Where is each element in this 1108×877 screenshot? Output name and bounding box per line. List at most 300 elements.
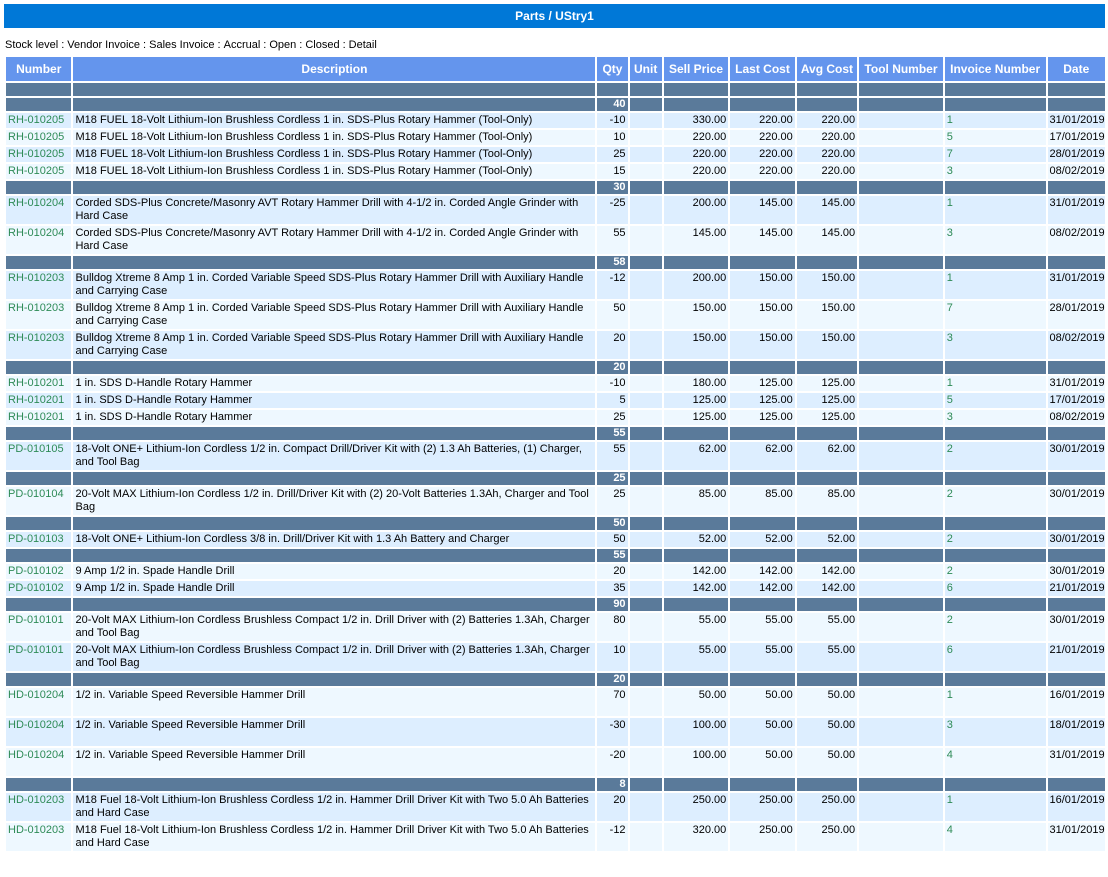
part-number-link[interactable]: RH-010203 (8, 272, 65, 284)
date-cell: 21/01/2019 (1048, 643, 1105, 671)
qty-cell: 50 (597, 532, 627, 547)
subtotal-cell (630, 427, 662, 440)
subtotal-cell (1048, 256, 1105, 269)
nav-vendor-invoice[interactable]: Vendor Invoice (67, 39, 141, 51)
column-header-number[interactable]: Number (6, 57, 71, 81)
nav-open[interactable]: Open (269, 39, 297, 51)
subtotal-cell (73, 361, 595, 374)
invoice-number-cell (945, 271, 1046, 299)
part-number-link[interactable]: HD-010204 (8, 689, 65, 701)
last-cost-cell: 250.00 (730, 823, 794, 851)
subtotal-cell (6, 83, 71, 96)
last-cost-cell: 55.00 (730, 613, 794, 641)
qty-cell: -20 (597, 748, 627, 776)
tool-number-cell (859, 301, 943, 329)
description-cell: Bulldog Xtreme 8 Amp 1 in. Corded Variable Speed SDS-Plus Rotary Hammer Drill with Auxiliary Handle and Carrying Case (73, 331, 595, 359)
subtotal-cell (6, 549, 71, 562)
invoice-number-link[interactable]: 6 (946, 644, 953, 656)
date-cell: 17/01/2019 (1049, 131, 1105, 143)
last-cost-cell: 145.00 (730, 226, 794, 254)
date-cell: 08/02/2019 (1049, 165, 1105, 177)
description-cell: Corded SDS-Plus Concrete/Masonry AVT Rotary Hammer Drill with 4-1/2 in. Corded Angle Grinder with Hard Case (73, 226, 595, 254)
subtotal-cell (664, 472, 728, 485)
column-header-avg-cost[interactable]: Avg Cost (797, 57, 857, 81)
subtotal-cell (1048, 98, 1105, 111)
part-number-cell (6, 331, 71, 359)
qty-cell: 15 (597, 164, 627, 179)
part-number-link[interactable]: RH-010203 (8, 302, 65, 314)
avg-cost-cell: 55.00 (797, 613, 857, 641)
table-row (6, 581, 1105, 596)
date-cell: 30/01/2019 (1049, 565, 1105, 577)
last-cost-cell: 62.00 (730, 442, 794, 470)
column-header-last-cost[interactable]: Last Cost (730, 57, 794, 81)
part-number-link[interactable]: RH-010205 (8, 114, 65, 126)
invoice-number-cell (945, 748, 1046, 776)
subtotal-cell (664, 673, 728, 686)
subtotal-cell (630, 598, 662, 611)
tool-number-cell (859, 196, 943, 224)
column-header-date[interactable]: Date (1048, 57, 1105, 81)
subtotal-cell (797, 673, 857, 686)
unit-cell (630, 564, 662, 579)
subtotal-cell (73, 549, 595, 562)
qty-cell: 10 (597, 130, 627, 145)
table-row (6, 410, 1105, 425)
unit-cell (630, 487, 662, 515)
description-cell: 20-Volt MAX Lithium-Ion Cordless Brushless Compact 1/2 in. Drill Driver with (2) Batteries 1.3Ah, Charger and Tool Bag (73, 613, 595, 641)
subtotal-cell (797, 98, 857, 111)
subtotal-cell (73, 517, 595, 530)
column-header-unit[interactable]: Unit (630, 57, 662, 81)
sell-price-cell: 142.00 (664, 581, 728, 596)
description-cell: M18 FUEL 18-Volt Lithium-Ion Brushless Cordless 1 in. SDS-Plus Rotary Hammer (Tool-Only) (73, 113, 595, 128)
subtotal-cell (797, 427, 857, 440)
invoice-number-cell (945, 793, 1046, 821)
description-cell: 18-Volt ONE+ Lithium-Ion Cordless 3/8 in. Drill/Driver Kit with 1.3 Ah Battery and Charger (73, 532, 595, 547)
page-title: Parts / UStry1 (4, 4, 1105, 28)
nav-detail[interactable]: Detail (348, 39, 377, 51)
avg-cost-cell: 62.00 (797, 442, 857, 470)
sell-price-cell: 200.00 (664, 196, 728, 224)
subtotal-cell (797, 778, 857, 791)
qty-cell: 25 (597, 147, 627, 162)
subtotal-cell (6, 598, 71, 611)
table-row (6, 376, 1105, 391)
sell-price-cell: 320.00 (664, 823, 728, 851)
date-cell: 21/01/2019 (1049, 582, 1105, 594)
invoice-number-cell (945, 301, 1046, 329)
invoice-number-link[interactable]: 2 (946, 614, 953, 626)
part-number-cell (6, 718, 71, 746)
part-number-link[interactable]: RH-010205 (8, 148, 65, 160)
table-row (6, 487, 1105, 515)
unit-cell (630, 113, 662, 128)
invoice-number-cell (945, 442, 1046, 470)
sell-price-cell: 200.00 (664, 271, 728, 299)
invoice-number-link[interactable]: 1 (946, 794, 953, 806)
date-cell: 30/01/2019 (1049, 533, 1105, 545)
qty-cell: 55 (597, 226, 627, 254)
part-number-link[interactable]: HD-010203 (8, 794, 65, 806)
nav-sales-invoice[interactable]: Sales Invoice (149, 39, 215, 51)
subtotal-cell (1048, 181, 1105, 194)
table-row (6, 271, 1105, 299)
part-number-cell (6, 532, 71, 547)
description-cell: M18 FUEL 18-Volt Lithium-Ion Brushless Cordless 1 in. SDS-Plus Rotary Hammer (Tool-Only) (73, 147, 595, 162)
subtotal-qty: 55 (597, 427, 627, 440)
invoice-number-link[interactable]: 2 (946, 443, 953, 455)
table-row (6, 613, 1105, 641)
description-cell: 18-Volt ONE+ Lithium-Ion Cordless 1/2 in. Compact Drill/Driver Kit with (2) 1.3 Ah Batteries, (1) Charger, and Tool Bag (73, 442, 595, 470)
subtotal-cell (6, 778, 71, 791)
nav-separator: : (299, 39, 303, 51)
subtotal-cell (797, 181, 857, 194)
subtotal-cell (664, 98, 728, 111)
tool-number-cell (859, 113, 943, 128)
part-number-link[interactable]: RH-010203 (8, 332, 65, 344)
part-number-link[interactable]: PD-010105 (8, 443, 64, 455)
subtotal-cell (797, 472, 857, 485)
parts-table (4, 55, 1107, 853)
tool-number-cell (859, 793, 943, 821)
invoice-number-link[interactable]: 3 (946, 165, 953, 177)
subtotal-qty: 30 (597, 181, 627, 194)
nav-separator: : (217, 39, 221, 51)
date-cell: 16/01/2019 (1048, 793, 1105, 821)
subtotal-cell (797, 549, 857, 562)
invoice-number-link[interactable]: 6 (946, 582, 953, 594)
avg-cost-cell: 55.00 (797, 643, 857, 671)
subtotal-qty: 8 (597, 778, 627, 791)
sell-price-cell: 85.00 (664, 487, 728, 515)
description-cell: 20-Volt MAX Lithium-Ion Cordless 1/2 in. Drill/Driver Kit with (2) 20-Volt Batteries 1.3Ah, Charger and Tool Bag (73, 487, 595, 515)
invoice-number-link[interactable]: 1 (946, 272, 953, 284)
subtotal-cell (859, 256, 943, 269)
part-number-link[interactable]: HD-010203 (8, 824, 65, 836)
qty-cell: 55 (597, 442, 627, 470)
avg-cost-cell: 150.00 (797, 331, 857, 359)
invoice-number-link[interactable]: 3 (946, 411, 953, 423)
part-number-link[interactable]: PD-010104 (8, 488, 64, 500)
nav-accrual[interactable]: Accrual (223, 39, 261, 51)
tool-number-cell (859, 226, 943, 254)
date-cell: 31/01/2019 (1049, 114, 1105, 126)
description-cell: 1/2 in. Variable Speed Reversible Hammer Drill (73, 688, 595, 716)
subtotal-cell (730, 427, 794, 440)
report-nav (5, 38, 377, 52)
qty-cell: -10 (597, 376, 627, 391)
part-number-link[interactable]: PD-010101 (8, 644, 64, 656)
column-header-qty[interactable]: Qty (597, 57, 627, 81)
tool-number-cell (859, 487, 943, 515)
qty-cell: 20 (597, 331, 627, 359)
tool-number-cell (859, 164, 943, 179)
date-cell: 28/01/2019 (1048, 301, 1105, 329)
table-row (6, 793, 1105, 821)
part-number-link[interactable]: RH-010201 (8, 377, 65, 389)
date-cell: 17/01/2019 (1049, 394, 1105, 406)
subtotal-cell (730, 98, 794, 111)
avg-cost-cell: 125.00 (797, 376, 857, 391)
nav-closed[interactable]: Closed (305, 39, 340, 51)
part-number-link[interactable]: HD-010204 (8, 719, 65, 731)
subtotal-cell (859, 98, 943, 111)
part-number-link[interactable]: HD-010204 (8, 749, 65, 761)
subtotal-cell (630, 181, 662, 194)
invoice-number-link[interactable]: 5 (946, 131, 953, 143)
subtotal-cell (73, 598, 595, 611)
subtotal-row (6, 549, 1105, 562)
invoice-number-link[interactable]: 1 (946, 689, 953, 701)
subtotal-cell (859, 517, 943, 530)
invoice-number-cell (945, 613, 1046, 641)
nav-separator: : (342, 39, 346, 51)
avg-cost-cell: 220.00 (797, 147, 857, 162)
subtotal-row (6, 181, 1105, 194)
invoice-number-link[interactable]: 2 (946, 533, 953, 545)
subtotal-cell (630, 361, 662, 374)
description-cell: Bulldog Xtreme 8 Amp 1 in. Corded Variable Speed SDS-Plus Rotary Hammer Drill with Auxiliary Handle and Carrying Case (73, 271, 595, 299)
part-number-cell (6, 376, 71, 391)
invoice-number-link[interactable]: 2 (946, 565, 953, 577)
part-number-cell (6, 643, 71, 671)
date-cell: 30/01/2019 (1048, 442, 1105, 470)
invoice-number-link[interactable]: 1 (946, 114, 953, 126)
unit-cell (630, 688, 662, 716)
avg-cost-cell: 250.00 (797, 793, 857, 821)
part-number-cell (6, 393, 71, 408)
last-cost-cell: 142.00 (730, 564, 794, 579)
sell-price-cell: 330.00 (664, 113, 728, 128)
part-number-link[interactable]: PD-010101 (8, 614, 64, 626)
subtotal-cell (73, 673, 595, 686)
tool-number-cell (859, 748, 943, 776)
subtotal-cell (6, 98, 71, 111)
subtotal-cell (630, 549, 662, 562)
part-number-cell (6, 487, 71, 515)
invoice-number-cell (945, 823, 1046, 851)
subtotal-cell (945, 83, 1046, 96)
qty-cell: 20 (597, 564, 627, 579)
tool-number-cell (859, 271, 943, 299)
subtotal-qty: 25 (597, 472, 627, 485)
part-number-link[interactable]: RH-010201 (8, 394, 65, 406)
table-row (6, 564, 1105, 579)
subtotal-cell (664, 517, 728, 530)
description-cell: 1/2 in. Variable Speed Reversible Hammer Drill (73, 718, 595, 746)
invoice-number-link[interactable]: 5 (946, 394, 953, 406)
unit-cell (630, 748, 662, 776)
invoice-number-link[interactable]: 3 (946, 719, 953, 731)
table-row (6, 301, 1105, 329)
subtotal-qty: 20 (597, 673, 627, 686)
subtotal-cell (945, 427, 1046, 440)
subtotal-cell (73, 778, 595, 791)
part-number-cell (6, 688, 71, 716)
subtotal-cell (730, 673, 794, 686)
subtotal-cell (664, 181, 728, 194)
tool-number-cell (859, 393, 943, 408)
date-cell: 31/01/2019 (1049, 377, 1105, 389)
subtotal-cell (630, 256, 662, 269)
qty-cell: 70 (597, 688, 627, 716)
part-number-link[interactable]: RH-010204 (8, 227, 65, 239)
part-number-cell (6, 301, 71, 329)
invoice-number-cell (945, 532, 1046, 547)
last-cost-cell: 220.00 (730, 113, 794, 128)
nav-separator: : (263, 39, 267, 51)
date-cell: 08/02/2019 (1048, 331, 1105, 359)
unit-cell (630, 823, 662, 851)
invoice-number-link[interactable]: 2 (946, 488, 953, 500)
part-number-cell (6, 613, 71, 641)
part-number-cell (6, 271, 71, 299)
description-cell: M18 FUEL 18-Volt Lithium-Ion Brushless Cordless 1 in. SDS-Plus Rotary Hammer (Tool-Only) (73, 130, 595, 145)
part-number-link[interactable]: PD-010102 (8, 565, 64, 577)
unit-cell (630, 793, 662, 821)
unit-cell (630, 301, 662, 329)
subtotal-cell (1048, 778, 1105, 791)
subtotal-cell (73, 98, 595, 111)
avg-cost-cell: 125.00 (797, 393, 857, 408)
avg-cost-cell: 150.00 (797, 301, 857, 329)
column-header-sell-price[interactable]: Sell Price (664, 57, 728, 81)
invoice-number-cell (945, 226, 1046, 254)
invoice-number-link[interactable]: 1 (946, 377, 953, 389)
avg-cost-cell: 220.00 (797, 113, 857, 128)
invoice-number-link[interactable]: 7 (946, 148, 953, 160)
last-cost-cell: 125.00 (730, 410, 794, 425)
table-row (6, 442, 1105, 470)
subtotal-row (6, 517, 1105, 530)
subtotal-cell (6, 673, 71, 686)
unit-cell (630, 393, 662, 408)
invoice-number-cell (945, 581, 1046, 596)
part-number-link[interactable]: RH-010201 (8, 411, 65, 423)
date-cell: 28/01/2019 (1049, 148, 1105, 160)
avg-cost-cell: 50.00 (797, 748, 857, 776)
subtotal-cell (730, 598, 794, 611)
unit-cell (630, 376, 662, 391)
invoice-number-link[interactable]: 7 (946, 302, 953, 314)
unit-cell (630, 164, 662, 179)
tool-number-cell (859, 688, 943, 716)
subtotal-cell (6, 256, 71, 269)
subtotal-cell (945, 361, 1046, 374)
description-cell: Corded SDS-Plus Concrete/Masonry AVT Rotary Hammer Drill with 4-1/2 in. Corded Angle Grinder with Hard Case (73, 196, 595, 224)
subtotal-cell (664, 549, 728, 562)
part-number-cell (6, 823, 71, 851)
part-number-link[interactable]: PD-010102 (8, 582, 64, 594)
subtotal-cell (797, 361, 857, 374)
invoice-number-link[interactable]: 3 (946, 332, 953, 344)
sell-price-cell: 100.00 (664, 748, 728, 776)
last-cost-cell: 150.00 (730, 301, 794, 329)
unit-cell (630, 613, 662, 641)
qty-cell: 50 (597, 301, 627, 329)
unit-cell (630, 410, 662, 425)
column-header-tool-number[interactable]: Tool Number (859, 57, 943, 81)
column-header-invoice-number[interactable]: Invoice Number (945, 57, 1046, 81)
tool-number-cell (859, 718, 943, 746)
invoice-number-link[interactable]: 3 (946, 227, 953, 239)
subtotal-cell (730, 181, 794, 194)
last-cost-cell: 125.00 (730, 376, 794, 391)
avg-cost-cell: 145.00 (797, 196, 857, 224)
invoice-number-cell (945, 147, 1046, 162)
subtotal-cell (730, 361, 794, 374)
table-header-row (6, 57, 1105, 81)
invoice-number-cell (945, 410, 1046, 425)
table-row (6, 393, 1105, 408)
subtotal-cell (859, 778, 943, 791)
unit-cell (630, 532, 662, 547)
qty-cell: -12 (597, 271, 627, 299)
tool-number-cell (859, 147, 943, 162)
invoice-number-link[interactable]: 4 (946, 824, 953, 836)
subtotal-cell (730, 83, 794, 96)
nav-separator: : (143, 39, 147, 51)
description-cell: 1/2 in. Variable Speed Reversible Hammer Drill (73, 748, 595, 776)
tool-number-cell (859, 442, 943, 470)
subtotal-row (6, 598, 1105, 611)
sell-price-cell: 55.00 (664, 643, 728, 671)
column-header-description[interactable]: Description (73, 57, 595, 81)
part-number-cell (6, 164, 71, 179)
subtotal-cell (664, 361, 728, 374)
nav-stock-level[interactable]: Stock level (5, 39, 59, 51)
part-number-link[interactable]: RH-010205 (8, 165, 65, 177)
sell-price-cell: 145.00 (664, 226, 728, 254)
unit-cell (630, 581, 662, 596)
avg-cost-cell: 220.00 (797, 164, 857, 179)
table-row (6, 718, 1105, 746)
part-number-link[interactable]: RH-010204 (8, 197, 65, 209)
subtotal-row (6, 427, 1105, 440)
tool-number-cell (859, 823, 943, 851)
invoice-number-cell (945, 130, 1046, 145)
avg-cost-cell: 50.00 (797, 688, 857, 716)
last-cost-cell: 125.00 (730, 393, 794, 408)
tool-number-cell (859, 613, 943, 641)
last-cost-cell: 85.00 (730, 487, 794, 515)
tool-number-cell (859, 564, 943, 579)
subtotal-cell (945, 778, 1046, 791)
table-row (6, 823, 1105, 851)
description-cell: M18 FUEL 18-Volt Lithium-Ion Brushless Cordless 1 in. SDS-Plus Rotary Hammer (Tool-Only) (73, 164, 595, 179)
subtotal-cell (664, 256, 728, 269)
invoice-number-link[interactable]: 4 (946, 749, 953, 761)
unit-cell (630, 442, 662, 470)
part-number-cell (6, 147, 71, 162)
tool-number-cell (859, 581, 943, 596)
part-number-link[interactable]: RH-010205 (8, 131, 65, 143)
part-number-link[interactable]: PD-010103 (8, 533, 64, 545)
table-row (6, 331, 1105, 359)
invoice-number-link[interactable]: 1 (946, 197, 953, 209)
subtotal-cell (630, 472, 662, 485)
subtotal-cell (797, 517, 857, 530)
last-cost-cell: 250.00 (730, 793, 794, 821)
subtotal-qty: 90 (597, 598, 627, 611)
subtotal-cell (945, 181, 1046, 194)
last-cost-cell: 50.00 (730, 748, 794, 776)
sell-price-cell: 220.00 (664, 147, 728, 162)
description-cell: M18 Fuel 18-Volt Lithium-Ion Brushless Cordless 1/2 in. Hammer Drill Driver Kit with Two 5.0 Ah Batteries and Hard Case (73, 793, 595, 821)
subtotal-cell (859, 83, 943, 96)
part-number-cell (6, 196, 71, 224)
